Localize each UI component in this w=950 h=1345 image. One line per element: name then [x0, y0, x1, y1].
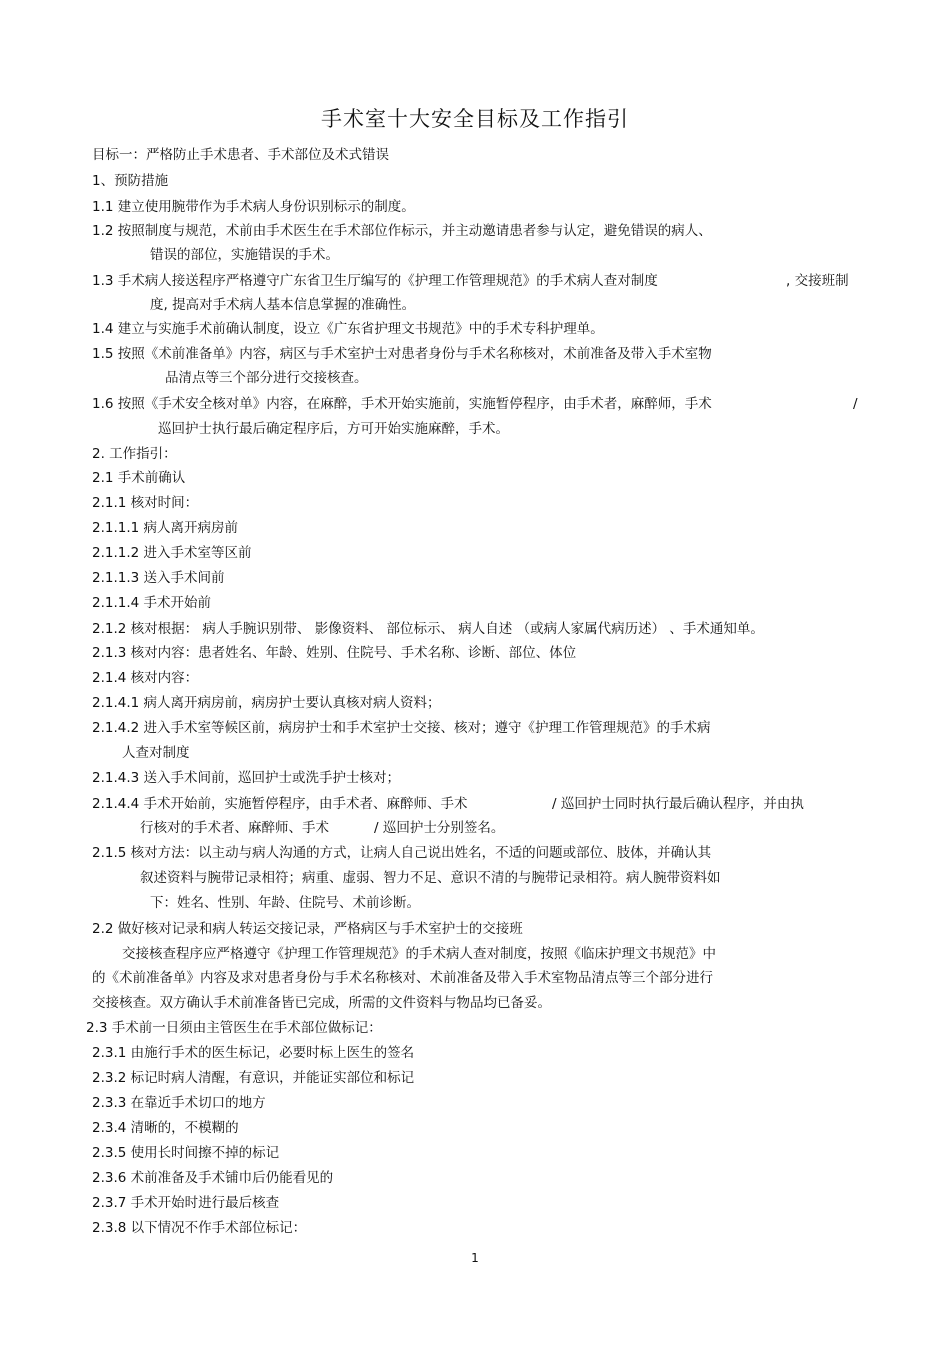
text-line: 错误的部位，实施错误的手术。 [150, 247, 339, 263]
text-line: 2.2 做好核对记录和病人转运交接记录，严格病区与手术室护士的交接班 [92, 921, 523, 937]
text-line: 2.1.1.1 病人离开病房前 [92, 520, 239, 536]
text-line: 2.3.2 标记时病人清醒，有意识，并能证实部位和标记 [92, 1070, 415, 1086]
text-line: 2.3.4 清晰的，不模糊的 [92, 1120, 239, 1136]
text-line: / 巡回护士分别签名。 [374, 820, 505, 836]
text-line: 2.1.4.1 病人离开病房前，病房护士要认真核对病人资料； [92, 695, 441, 711]
text-line: 2.1.4.4 手术开始前，实施暂停程序，由手术者、麻醉师、手术 [92, 796, 468, 812]
text-line: 1.4 建立与实施手术前确认制度，设立《广东省护理文书规范》中的手术专科护理单。 [92, 321, 604, 337]
text-line: 2.1 手术前确认 [92, 470, 186, 486]
text-line: 交接核查程序应严格遵守《护理工作管理规范》的手术病人查对制度，按照《临床护理文书规范》中 [122, 946, 716, 962]
text-line: / 巡回护士同时执行最后确认程序，并由执 [552, 796, 804, 812]
section-heading: 1、预防措施 [92, 173, 169, 189]
text-line: 的《术前准备单》内容及求对患者身份与手术名称核对、术前准备及带入手术室物品清点等三个部分进行 [92, 970, 713, 986]
text-line: / [853, 396, 858, 412]
text-line: 人查对制度 [122, 745, 190, 761]
text-line: 度, 提高对手术病人基本信息掌握的准确性。 [150, 297, 416, 313]
text-line: 2.1.4.3 送入手术间前，巡回护士或洗手护士核对； [92, 770, 401, 786]
text-line: , 交接班制 [786, 273, 849, 289]
text-line: 下：姓名、性别、年龄、住院号、术前诊断。 [150, 895, 420, 911]
text-line: 品清点等三个部分进行交接核查。 [165, 370, 368, 386]
text-line: 2.1.4 核对内容： [92, 670, 199, 686]
text-line: 2.1.3 核对内容：患者姓名、年龄、姓别、住院号、手术名称、诊断、部位、体位 [92, 645, 577, 661]
text-line: 2.1.1.4 手术开始前 [92, 595, 212, 611]
text-line: 2.3.6 术前准备及手术铺巾后仍能看见的 [92, 1170, 334, 1186]
document-title: 手术室十大安全目标及工作指引 [321, 107, 629, 131]
text-line: 2.3 手术前一日须由主管医生在手术部位做标记： [86, 1020, 382, 1036]
text-line: 2.3.7 手术开始时进行最后核查 [92, 1195, 280, 1211]
text-line: 叙述资料与腕带记录相符；病重、虚弱、智力不足、意识不清的与腕带记录相符。病人腕带资料如 [140, 870, 721, 886]
text-line: 交接核查。双方确认手术前准备皆已完成，所需的文件资料与物品均已备妥。 [92, 995, 551, 1011]
text-line: 1.2 按照制度与规范，术前由手术医生在手术部位作标示，并主动邀请患者参与认定，避免错误的病人、 [92, 223, 712, 239]
text-line: 2.3.1 由施行手术的医生标记，必要时标上医生的签名 [92, 1045, 415, 1061]
text-line: 1.6 按照《手术安全核对单》内容，在麻醉，手术开始实施前，实施暂停程序，由手术者，麻醉师，手术 [92, 396, 712, 412]
text-line: 行核对的手术者、麻醉师、手术 [140, 820, 329, 836]
text-line: 2.3.3 在靠近手术切口的地方 [92, 1095, 266, 1111]
text-line: 1.1 建立使用腕带作为手术病人身份识别标示的制度。 [92, 199, 415, 215]
section-heading: 2. 工作指引： [92, 446, 177, 462]
text-line: 2.3.5 使用长时间擦不掉的标记 [92, 1145, 280, 1161]
text-line: 2.1.1.2 进入手术室等区前 [92, 545, 252, 561]
text-line: 2.1.5 核对方法：以主动与病人沟通的方式，让病人自己说出姓名，不适的问题或部位、肢体，并确认其 [92, 845, 712, 861]
page-number: 1 [471, 1251, 479, 1265]
text-line: 2.1.1 核对时间： [92, 495, 199, 511]
text-line: 2.1.2 核对根据： 病人手腕识别带、 影像资料、 部位标示、 病人自述 （或病人家属代病历述） 、手术通知单。 [92, 621, 764, 637]
text-line: 巡回护士执行最后确定程序后，方可开始实施麻醉，手术。 [158, 421, 509, 437]
text-line: 2.1.4.2 进入手术室等候区前，病房护士和手术室护士交接、核对；遵守《护理工作管理规范》的手术病 [92, 720, 711, 736]
text-line: 2.3.8 以下情况不作手术部位标记： [92, 1220, 307, 1236]
text-line: 1.5 按照《术前准备单》内容，病区与手术室护士对患者身份与手术名称核对，术前准备及带入手术室物 [92, 346, 712, 362]
goal-heading: 目标一：严格防止手术患者、手术部位及术式错误 [92, 147, 389, 163]
text-line: 2.1.1.3 送入手术间前 [92, 570, 225, 586]
text-line: 1.3 手术病人接送程序严格遵守广东省卫生厅编写的《护理工作管理规范》的手术病人查对制度 [92, 273, 658, 289]
